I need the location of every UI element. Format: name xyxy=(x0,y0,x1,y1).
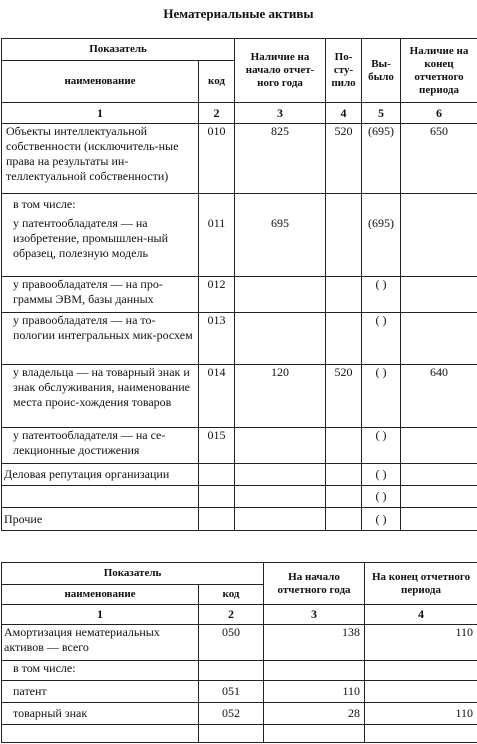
row-name: у патентообладателя — на се-лекционные достижения xyxy=(2,428,199,464)
col-number-1: 1 xyxy=(2,103,199,124)
col-number-2: 2 xyxy=(199,605,264,625)
row-code: 052 xyxy=(199,703,264,725)
row-name: Прочие xyxy=(2,508,199,531)
row-name xyxy=(2,725,199,743)
row-disposed: ( ) xyxy=(362,365,401,428)
row-start: 138 xyxy=(264,625,365,661)
row-end xyxy=(365,681,477,703)
row-code: 013 xyxy=(199,313,235,365)
end-of-period-header: На конец отчетного периода xyxy=(365,563,477,605)
row-code: 010 xyxy=(199,124,235,194)
row-code: 051 xyxy=(199,681,264,703)
col-number-2: 2 xyxy=(199,103,235,124)
row-start: 120 xyxy=(235,365,326,428)
indicator-header: Показатель xyxy=(2,563,264,585)
row-start xyxy=(235,508,326,531)
row-end xyxy=(365,661,477,681)
row-end xyxy=(401,508,477,531)
row-name: в том числе: xyxy=(2,661,199,681)
row-code xyxy=(199,661,264,681)
row-name xyxy=(2,486,199,508)
row-disposed: (695) xyxy=(362,214,401,277)
code-header: код xyxy=(199,585,264,605)
document-title: Нематериальные активы xyxy=(163,6,314,21)
table-row xyxy=(2,365,477,428)
row-end: 110 xyxy=(365,703,477,725)
row-code: 050 xyxy=(199,625,264,661)
row-name: у правообладателя — на про-граммы ЭВМ, базы данных xyxy=(2,277,199,313)
row-end xyxy=(401,313,477,365)
row-disposed: ( ) xyxy=(362,486,401,508)
table-row xyxy=(2,194,477,214)
row-name: в том числе: xyxy=(2,194,199,214)
name-header: наименование xyxy=(2,585,199,605)
received-header: По-сту-пило xyxy=(326,39,362,103)
row-received xyxy=(326,277,362,313)
row-disposed: ( ) xyxy=(362,313,401,365)
row-received xyxy=(326,428,362,464)
row-received xyxy=(326,508,362,531)
col-number-4: 4 xyxy=(326,103,362,124)
table-row xyxy=(2,703,477,725)
table-row xyxy=(2,625,477,661)
row-name: Объекты интеллектуальной собственности (исключитель-ные права на результаты ин-теллектуальной собственности) xyxy=(2,124,199,194)
name-header: наименование xyxy=(2,61,199,103)
row-end: 650 xyxy=(401,124,477,194)
table-row xyxy=(2,486,477,508)
row-start xyxy=(235,313,326,365)
row-received xyxy=(326,313,362,365)
row-start: 110 xyxy=(264,681,365,703)
row-name: Деловая репутация организации xyxy=(2,464,199,486)
row-received: 520 xyxy=(326,124,362,194)
code-header: код xyxy=(199,61,235,103)
row-end xyxy=(401,464,477,486)
col-number-3: 3 xyxy=(264,605,365,625)
row-disposed: (695) xyxy=(362,124,401,194)
col-number-5: 5 xyxy=(362,103,401,124)
row-code: 015 xyxy=(199,428,235,464)
row-code xyxy=(199,725,264,743)
row-end xyxy=(401,486,477,508)
table-row xyxy=(2,681,477,703)
table-row xyxy=(2,464,477,486)
row-code xyxy=(199,464,235,486)
row-code: 014 xyxy=(199,365,235,428)
col-number-6: 6 xyxy=(401,103,477,124)
table-row xyxy=(2,214,477,277)
row-disposed: ( ) xyxy=(362,428,401,464)
row-end xyxy=(401,428,477,464)
row-name: Амортизация нематериальных активов — всего xyxy=(2,625,199,661)
table-row xyxy=(2,277,477,313)
table-row xyxy=(2,725,477,743)
end-of-period-header: Наличие на конец отчетного периода xyxy=(401,39,477,103)
row-name: патент xyxy=(2,681,199,703)
table-row xyxy=(2,428,477,464)
start-of-year-header: На начало отчетного года xyxy=(264,563,365,605)
row-received xyxy=(326,214,362,277)
row-end xyxy=(401,214,477,277)
table-row xyxy=(2,508,477,531)
row-end: 110 xyxy=(365,625,477,661)
table-row xyxy=(2,313,477,365)
row-start xyxy=(235,428,326,464)
row-name: у правообладателя — на то-пологии интегральных мик-росхем xyxy=(2,313,199,365)
start-of-year-header: Наличие на начало отчет-ного года xyxy=(235,39,326,103)
row-code xyxy=(199,508,235,531)
row-disposed: ( ) xyxy=(362,464,401,486)
row-code: 011 xyxy=(199,214,235,277)
row-end xyxy=(365,725,477,743)
row-name: у патентообладателя — на изобретение, промышлен-ный образец, полезную модель xyxy=(2,214,199,277)
amortization-table xyxy=(1,562,477,743)
row-start xyxy=(264,661,365,681)
row-start: 28 xyxy=(264,703,365,725)
col-number-1: 1 xyxy=(2,605,199,625)
row-code: 012 xyxy=(199,277,235,313)
table-row xyxy=(2,661,477,681)
indicator-header: Показатель xyxy=(2,39,235,61)
intangible-assets-table xyxy=(1,38,477,531)
row-start xyxy=(235,486,326,508)
col-number-4: 4 xyxy=(365,605,477,625)
table-row xyxy=(2,124,477,194)
row-disposed: ( ) xyxy=(362,508,401,531)
row-disposed: ( ) xyxy=(362,277,401,313)
row-start xyxy=(235,464,326,486)
row-end: 640 xyxy=(401,365,477,428)
row-received xyxy=(326,486,362,508)
row-received xyxy=(326,464,362,486)
row-received: 520 xyxy=(326,365,362,428)
row-start: 825 xyxy=(235,124,326,194)
row-name: товарный знак xyxy=(2,703,199,725)
row-start xyxy=(235,277,326,313)
row-end xyxy=(401,277,477,313)
row-start: 695 xyxy=(235,214,326,277)
disposed-header: Вы-было xyxy=(362,39,401,103)
row-code xyxy=(199,486,235,508)
row-start xyxy=(264,725,365,743)
row-name: у владельца — на товарный знак и знак обслуживания, наименование места проис-хождения товаров xyxy=(2,365,199,428)
col-number-3: 3 xyxy=(235,103,326,124)
